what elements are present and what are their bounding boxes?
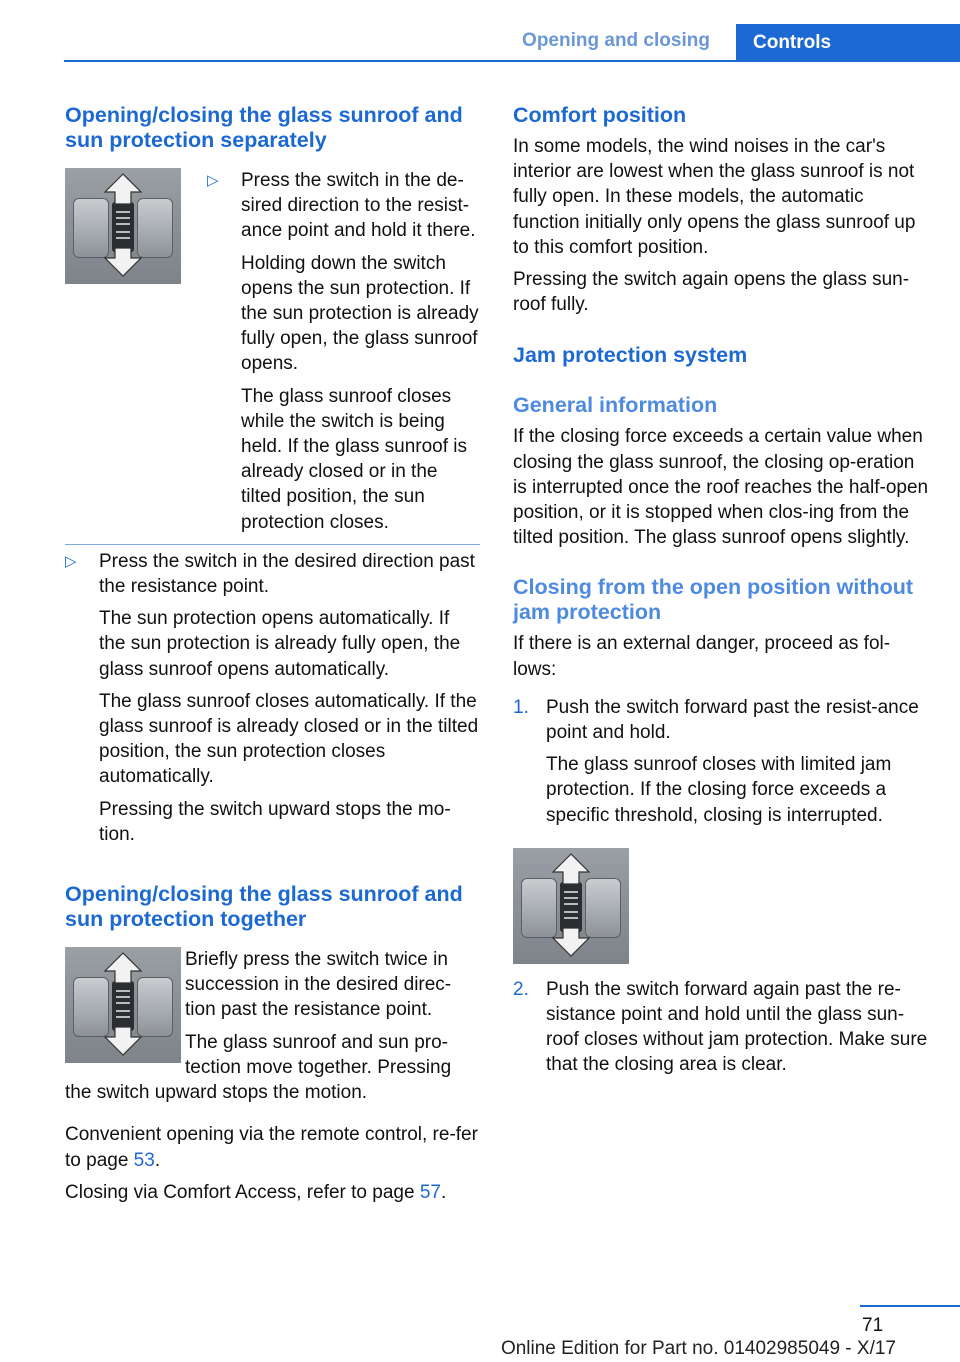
heading-general-information: General information — [513, 393, 718, 418]
bullet-triangle-icon: ▷ — [207, 172, 219, 189]
heading-separately: Opening/closing the glass sunroof and sun protection separately — [65, 103, 463, 152]
divider — [65, 544, 480, 545]
paragraph: The sun protection opens automatically. If the sun protection is already fully open, the glass sunroof opens automatically. — [99, 608, 461, 680]
text: Convenient opening via the remote control, re-fer to page — [65, 1124, 478, 1171]
sunroof-switch-figure — [513, 848, 629, 964]
paragraph: Pressing the switch again opens the glass sun-roof fully. — [513, 269, 910, 316]
paragraph: The glass sunroof and sun pro-tection move together. Pressing the switch upward stops the motion. — [65, 1031, 452, 1104]
paragraph: Holding down the switch opens the sun protection. If the sun protection is already fully open, the glass sunroof opens. — [241, 252, 479, 375]
paragraph: Push the switch forward again past the re-sistance point and hold until the glass sun-roof closes without jam protection. Make sure that the closing area is clear. — [546, 978, 928, 1076]
left-column — [65, 103, 480, 1205]
page-number: 71 — [862, 1315, 884, 1336]
sunroof-switch-figure — [65, 168, 181, 284]
edition-note: Online Edition for Part no. 01402985049 - X/17 — [500, 1338, 896, 1359]
step-2 — [513, 977, 933, 1078]
heading-closing-without-jam: Closing from the open position without jam protection — [513, 575, 914, 625]
heading-jam-protection: Jam protection system — [513, 343, 748, 368]
bullet-item-1 — [65, 168, 480, 535]
paragraph: Pressing the switch upward stops the mo-tion. — [99, 798, 451, 845]
text: Closing via Comfort Access, refer to page — [65, 1181, 420, 1203]
sunroof-switch-figure — [65, 947, 181, 1063]
bullet-triangle-icon: ▷ — [65, 552, 77, 570]
paragraph: If there is an external danger, proceed as fol-lows: — [513, 633, 891, 680]
page-link-53[interactable]: 53 — [133, 1149, 155, 1171]
bullet-item-2 — [65, 549, 480, 847]
paragraph: Push the switch forward past the resist-ance point and hold. — [546, 696, 919, 744]
step-number: 2. — [513, 978, 529, 1000]
heading-comfort-position: Comfort position — [513, 103, 687, 127]
heading-together: Opening/closing the glass sunroof and sun protection together — [65, 882, 463, 932]
paragraph: Press the switch in the desired direction past the resistance point. — [99, 550, 475, 598]
paragraph: The glass sunroof closes automatically. If the glass sunroof is already closed or in the tilted position, the sun protection closes automatically. — [99, 690, 479, 788]
footer-rule — [860, 1305, 960, 1307]
header-rule — [64, 60, 960, 62]
together-block — [65, 947, 480, 1105]
right-column — [513, 103, 933, 1078]
step-number: 1. — [513, 696, 529, 718]
paragraph: In some models, the wind noises in the car's interior are lowest when the glass sunroof is not fully open. In these models, the automatic function initially only opens the glass sunroof up to this comfort position. — [513, 136, 916, 258]
header-chapter-tab: Controls — [736, 24, 960, 62]
paragraph-comfort-access: Closing via Comfort Access, refer to page 57. — [65, 1181, 447, 1203]
paragraph: Press the switch in the de-sired direction to the resist-ance point and hold it there. — [241, 170, 476, 242]
paragraph: The glass sunroof closes while the switch is being held. If the glass sunroof is already closed or in the tilted position, the sun protection closes. — [241, 385, 468, 533]
paragraph: Briefly press the switch twice in succession in the desired direc-tion past the resistance point. — [185, 949, 452, 1021]
header-section-title: Opening and closing — [522, 30, 710, 51]
step-1 — [513, 695, 933, 828]
paragraph-remote: Convenient opening via the remote control, re-fer to page 53. — [65, 1124, 478, 1171]
paragraph: If the closing force exceeds a certain value when closing the glass sunroof, the closing op-eration is interrupted once the roof reaches the half-open position, or it is stopped when clos-ing from the tilted position. The glass sunroof opens slightly. — [513, 426, 929, 549]
paragraph: The glass sunroof closes with limited jam protection. If the closing force exceeds a specific threshold, closing is interrupted. — [546, 754, 892, 826]
page-link-57[interactable]: 57 — [419, 1181, 441, 1203]
